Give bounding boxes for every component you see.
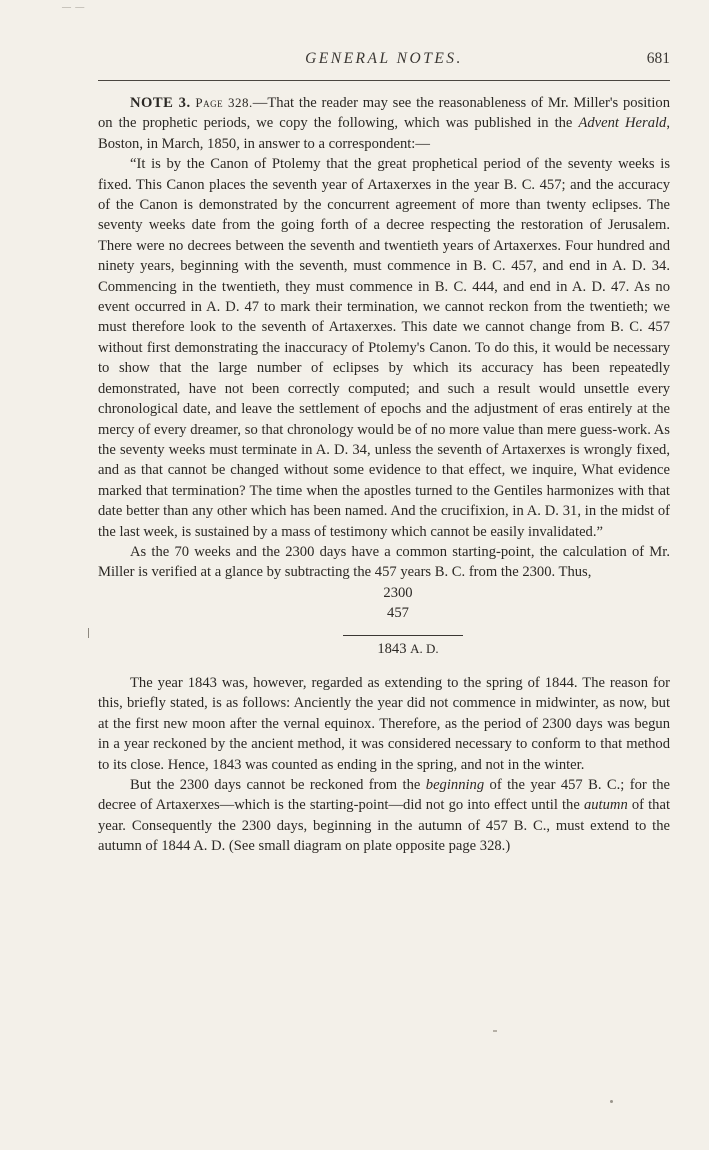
running-head: GENERAL NOTES.	[305, 50, 463, 67]
calc-minuend: 2300	[383, 584, 413, 601]
note-body	[98, 93, 670, 857]
note-label: NOTE 3.	[130, 95, 191, 111]
page-header	[98, 50, 670, 74]
corner-mark: — —	[62, 2, 86, 12]
quoted-paragraph: “It is by the Canon of Ptolemy that the great prophetical period of the seventy weeks is fixed. This Canon places the seventh year of Artaxerxes in the year B. C. 457; and the accuracy of the Canon is demonstrated by the concurrent agreement of more than twenty eclipses. The seventy weeks date from the going forth of a decree respecting the restoration of Jerusalem. There were no decrees between the seventh and twentieth years of Artaxerxes. Four hundred and ninety years, beginning with the seventh, must commence in B. C. 457, and end in A. D. 34. Commencing in the twentieth, they must commence in B. C. 444, and end in A. D. 47. As no event occurred in A. D. 47 to mark their termination, we cannot reckon from the twentieth; we must therefore look to the seventh of Artaxerxes. This date we cannot change from B. C. 457 without first demonstrating the inaccuracy of Ptolemy's Canon. To do this, it would be necessary to show that the large number of eclipses by which its accuracy has been repeatedly demonstrated, have not been correctly computed; and such a result would unsettle every chronological date, and leave the settlement of epochs and the adjustment of eras entirely at the mercy of every dreamer, so that chronology would be of no more value than mere guess-work. As the seventy weeks must terminate in A. D. 34, unless the seventh of Artaxerxes is wrongly fixed, and as that cannot be changed without some evidence to that effect, we inquire, What evidence marked that termination? The time when the apostles turned to the Gentiles harmonizes with that date better than any other which has been named. And the crucifixion, in A. D. 31, in the midst of the last week, is sustained by a mass of testimony which cannot be easily invalidated.”	[98, 156, 670, 540]
note-intro-paragraph	[98, 93, 670, 154]
final-emphasis-autumn: autumn	[583, 797, 628, 814]
calc-result-era: A. D.	[410, 640, 439, 656]
page-reference: Page 328.	[195, 95, 253, 110]
final-text-3: of that year. Consequently the 2300 days, beginning in the autumn of 457 B. C., must extend to the autumn of 1844 A. D. (See small diagram on plate opposite page 328.)	[98, 797, 670, 855]
ink-speck	[493, 1030, 497, 1032]
ink-speck	[610, 1100, 613, 1103]
page-number: 681	[646, 50, 670, 67]
final-text-2: of the year 457 B. C.; for the decree of Artaxerxes—which is the starting-point—did not go into effect until the	[98, 777, 670, 814]
intro-text-2: , Boston, in March, 1850, in answer to a correspondent:—	[98, 115, 671, 152]
spacer	[98, 659, 670, 673]
final-text-1: But the 2300 days cannot be reckoned from the	[130, 777, 426, 793]
final-emphasis-beginning: beginning	[425, 777, 485, 793]
subtraction-calculation	[98, 583, 670, 659]
publication-name: Advent Herald	[578, 115, 667, 132]
calc-subtrahend: 457	[387, 605, 409, 622]
calc-result-year: 1843	[377, 640, 407, 657]
year-1843-paragraph: The year 1843 was, however, regarded as extending to the spring of 1844. The reason for this, briefly stated, is as follows: Anciently the year did not commence in midwinter, as now, but at the first new moon after the vernal equinox. Therefore, as the period of 2300 days was begun in a year reckoned by the ancient method, it was considered necessary to conform to that method to its close. Hence, 1843 was counted as ending in the spring, and not in the winter.	[98, 674, 670, 773]
calc-rule	[343, 635, 463, 636]
margin-mark	[88, 628, 89, 638]
final-paragraph	[98, 775, 670, 857]
header-rule	[98, 80, 670, 81]
intro-text-1: —That the reader may see the reasonableness of Mr. Miller's position on the prophetic periods, we copy the following, which was published in the	[98, 95, 671, 132]
calc-result	[343, 639, 473, 659]
calculation-intro-paragraph: As the 70 weeks and the 2300 days have a common starting-point, the calculation of Mr. Miller is verified at a glance by subtracting the 457 years B. C. from the 2300. Thus,	[98, 543, 670, 581]
